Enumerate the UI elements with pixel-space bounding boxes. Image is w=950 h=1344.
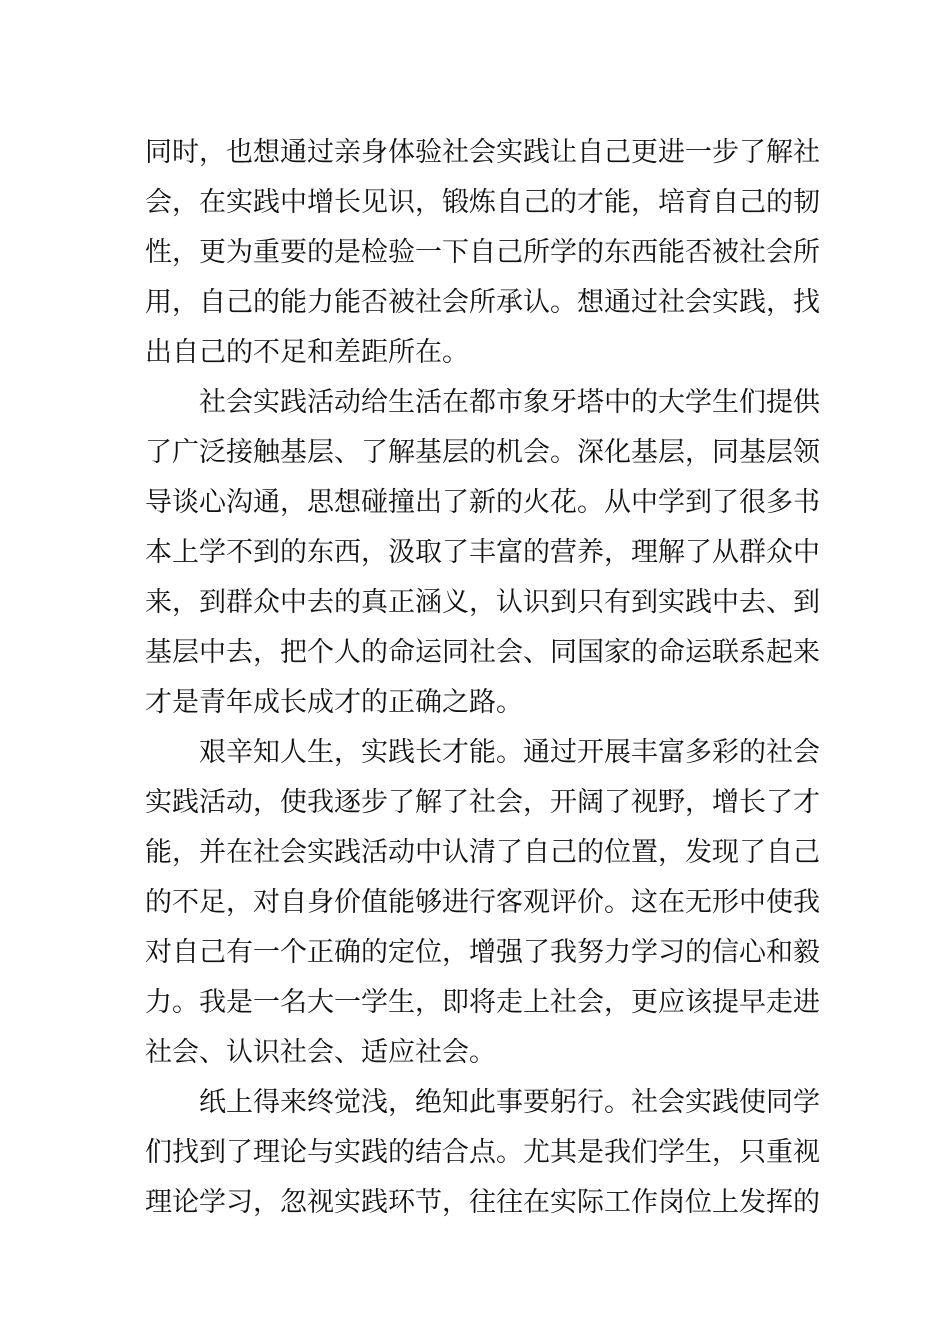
paragraph-2 bbox=[145, 378, 820, 728]
text-line: 导谈心沟通，思想碰撞出了新的火花。从中学到了很多书 bbox=[145, 487, 820, 518]
paragraph-3 bbox=[145, 728, 820, 1078]
text-line: 来，到群众中去的真正涵义，认识到只有到实践中去、到 bbox=[145, 587, 820, 618]
text-line: 纸上得来终觉浅，绝知此事要躬行。社会实践使同学 bbox=[199, 1087, 820, 1118]
text-line: 才是青年成长成才的正确之路。 bbox=[145, 687, 523, 718]
text-line: 本上学不到的东西，汲取了丰富的营养，理解了从群众中 bbox=[145, 537, 820, 568]
text-line: 会，在实践中增长见识，锻炼自己的才能，培育自己的韧 bbox=[145, 187, 820, 218]
paragraph-1 bbox=[145, 128, 820, 378]
text-line: 基层中去，把个人的命运同社会、同国家的命运联系起来 bbox=[145, 637, 820, 668]
text-line: 对自己有一个正确的定位，增强了我努力学习的信心和毅 bbox=[145, 937, 820, 968]
text-line: 艰辛知人生，实践长才能。通过开展丰富多彩的社会 bbox=[199, 737, 820, 768]
text-line: 社会、认识社会、适应社会。 bbox=[145, 1037, 496, 1068]
text-line: 实践活动，使我逐步了解了社会，开阔了视野，增长了才 bbox=[145, 787, 820, 818]
text-line: 们找到了理论与实践的结合点。尤其是我们学生，只重视 bbox=[145, 1137, 820, 1168]
text-line: 性，更为重要的是检验一下自己所学的东西能否被社会所 bbox=[145, 237, 820, 268]
text-line: 的不足，对自身价值能够进行客观评价。这在无形中使我 bbox=[145, 887, 820, 918]
paragraph-4 bbox=[145, 1078, 820, 1228]
document-body bbox=[145, 128, 820, 1228]
text-line: 力。我是一名大一学生，即将走上社会，更应该提早走进 bbox=[145, 987, 820, 1018]
text-line: 理论学习，忽视实践环节，往往在实际工作岗位上发挥的 bbox=[145, 1187, 820, 1218]
text-line: 社会实践活动给生活在都市象牙塔中的大学生们提供 bbox=[199, 387, 820, 418]
text-line: 用，自己的能力能否被社会所承认。想通过社会实践，找 bbox=[145, 287, 820, 318]
text-line: 同时，也想通过亲身体验社会实践让自己更进一步了解社 bbox=[145, 137, 820, 168]
text-line: 能，并在社会实践活动中认清了自己的位置，发现了自己 bbox=[145, 837, 820, 868]
text-line: 出自己的不足和差距所在。 bbox=[145, 337, 469, 368]
text-line: 了广泛接触基层、了解基层的机会。深化基层，同基层领 bbox=[145, 437, 820, 468]
